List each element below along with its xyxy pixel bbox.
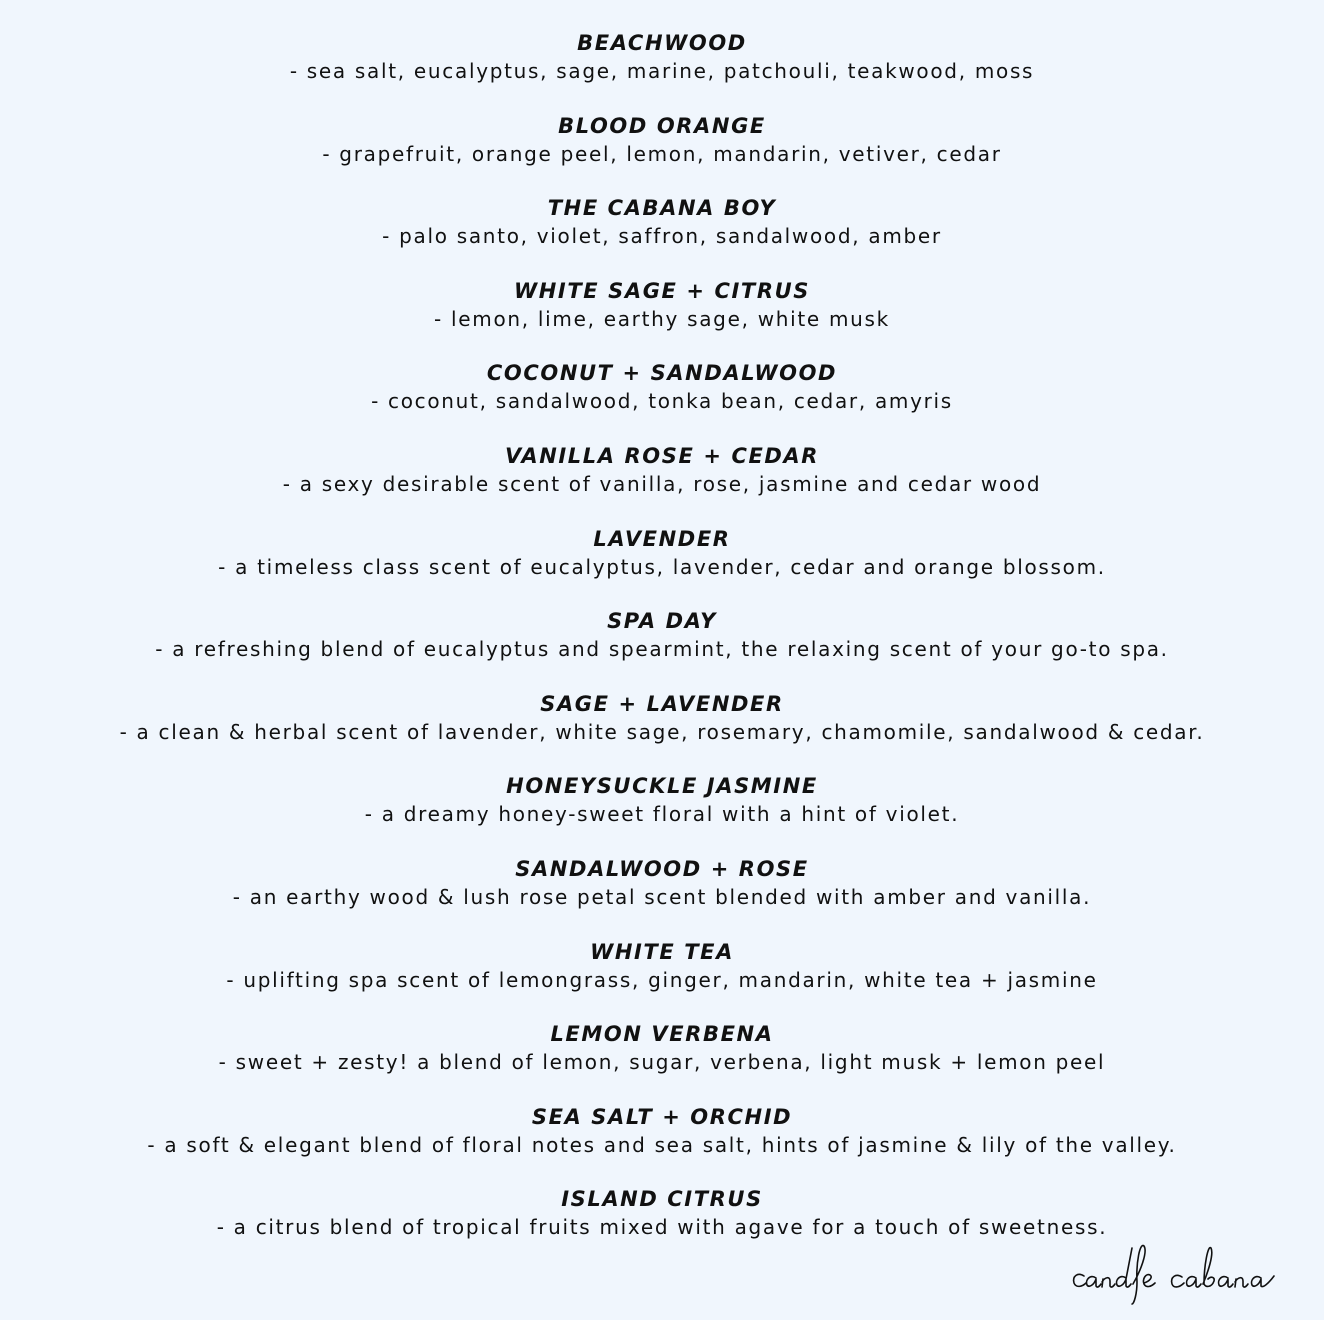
scent-item: [0, 771, 1324, 854]
scent-item: [0, 937, 1324, 1020]
scent-notes: - a soft & elegant blend of floral notes and sea salt, hints of jasmine & lily of the valley.: [147, 1132, 1177, 1157]
scent-item: [0, 193, 1324, 276]
scent-name: BEACHWOOD: [577, 31, 747, 55]
scent-item: [0, 854, 1324, 937]
scent-item: [0, 358, 1324, 441]
scent-notes: - a sexy desirable scent of vanilla, rose, jasmine and cedar wood: [282, 471, 1042, 496]
scent-notes: - a timeless class scent of eucalyptus, lavender, cedar and orange blossom.: [218, 554, 1106, 579]
scent-name: SEA SALT + ORCHID: [531, 1104, 793, 1129]
scent-notes: - sweet + zesty! a blend of lemon, sugar, verbena, light musk + lemon peel: [218, 1050, 1106, 1075]
scent-notes: - a citrus blend of tropical fruits mixed with agave for a touch of sweetness.: [216, 1215, 1108, 1240]
scent-item: [0, 111, 1324, 194]
scent-name: SPA DAY: [607, 609, 717, 634]
scent-name: SANDALWOOD + ROSE: [515, 856, 809, 881]
scent-name: SAGE + LAVENDER: [540, 691, 784, 716]
scent-notes: - an earthy wood & lush rose petal scent blended with amber and vanilla.: [232, 884, 1092, 909]
scent-notes: - lemon, lime, earthy sage, white musk: [434, 306, 890, 331]
scent-item: [0, 441, 1324, 524]
scent-name: WHITE SAGE + CITRUS: [513, 278, 810, 303]
scent-name: LAVENDER: [593, 526, 731, 551]
scent-notes: - grapefruit, orange peel, lemon, mandarin, vetiver, cedar: [322, 141, 1002, 166]
scent-name: LEMON VERBENA: [550, 1022, 774, 1047]
scent-notes: - a dreamy honey-sweet floral with a hint of violet.: [364, 802, 960, 827]
scent-name: VANILLA ROSE + CEDAR: [504, 443, 820, 468]
scent-notes: - coconut, sandalwood, tonka bean, cedar, amyris: [371, 389, 953, 414]
scent-item: [0, 1019, 1324, 1102]
candle-cabana-signature-logo: [1070, 1242, 1310, 1306]
scent-notes: - a clean & herbal scent of lavender, white sage, rosemary, chamomile, sandalwood & cedar.: [119, 719, 1205, 744]
scent-item: [0, 689, 1324, 772]
scent-name: ISLAND CITRUS: [561, 1187, 763, 1212]
scent-item: [0, 28, 1324, 111]
scent-list: [0, 28, 1324, 1267]
scent-item: [0, 276, 1324, 359]
scent-name: BLOOD ORANGE: [558, 113, 766, 138]
scent-name: HONEYSUCKLE JASMINE: [506, 774, 818, 799]
scent-name: WHITE TEA: [590, 939, 734, 964]
scent-notes: - uplifting spa scent of lemongrass, ginger, mandarin, white tea + jasmine: [226, 967, 1098, 992]
scent-notes: - a refreshing blend of eucalyptus and spearmint, the relaxing scent of your go-to spa.: [155, 637, 1169, 662]
scent-item: [0, 1102, 1324, 1185]
scent-name: THE CABANA BOY: [547, 196, 777, 221]
scent-name: COCONUT + SANDALWOOD: [486, 361, 838, 386]
scent-item: [0, 606, 1324, 689]
scent-item: [0, 524, 1324, 607]
scent-notes: - palo santo, violet, saffron, sandalwood, amber: [382, 224, 942, 249]
scent-notes: - sea salt, eucalyptus, sage, marine, patchouli, teakwood, moss: [289, 59, 1035, 83]
